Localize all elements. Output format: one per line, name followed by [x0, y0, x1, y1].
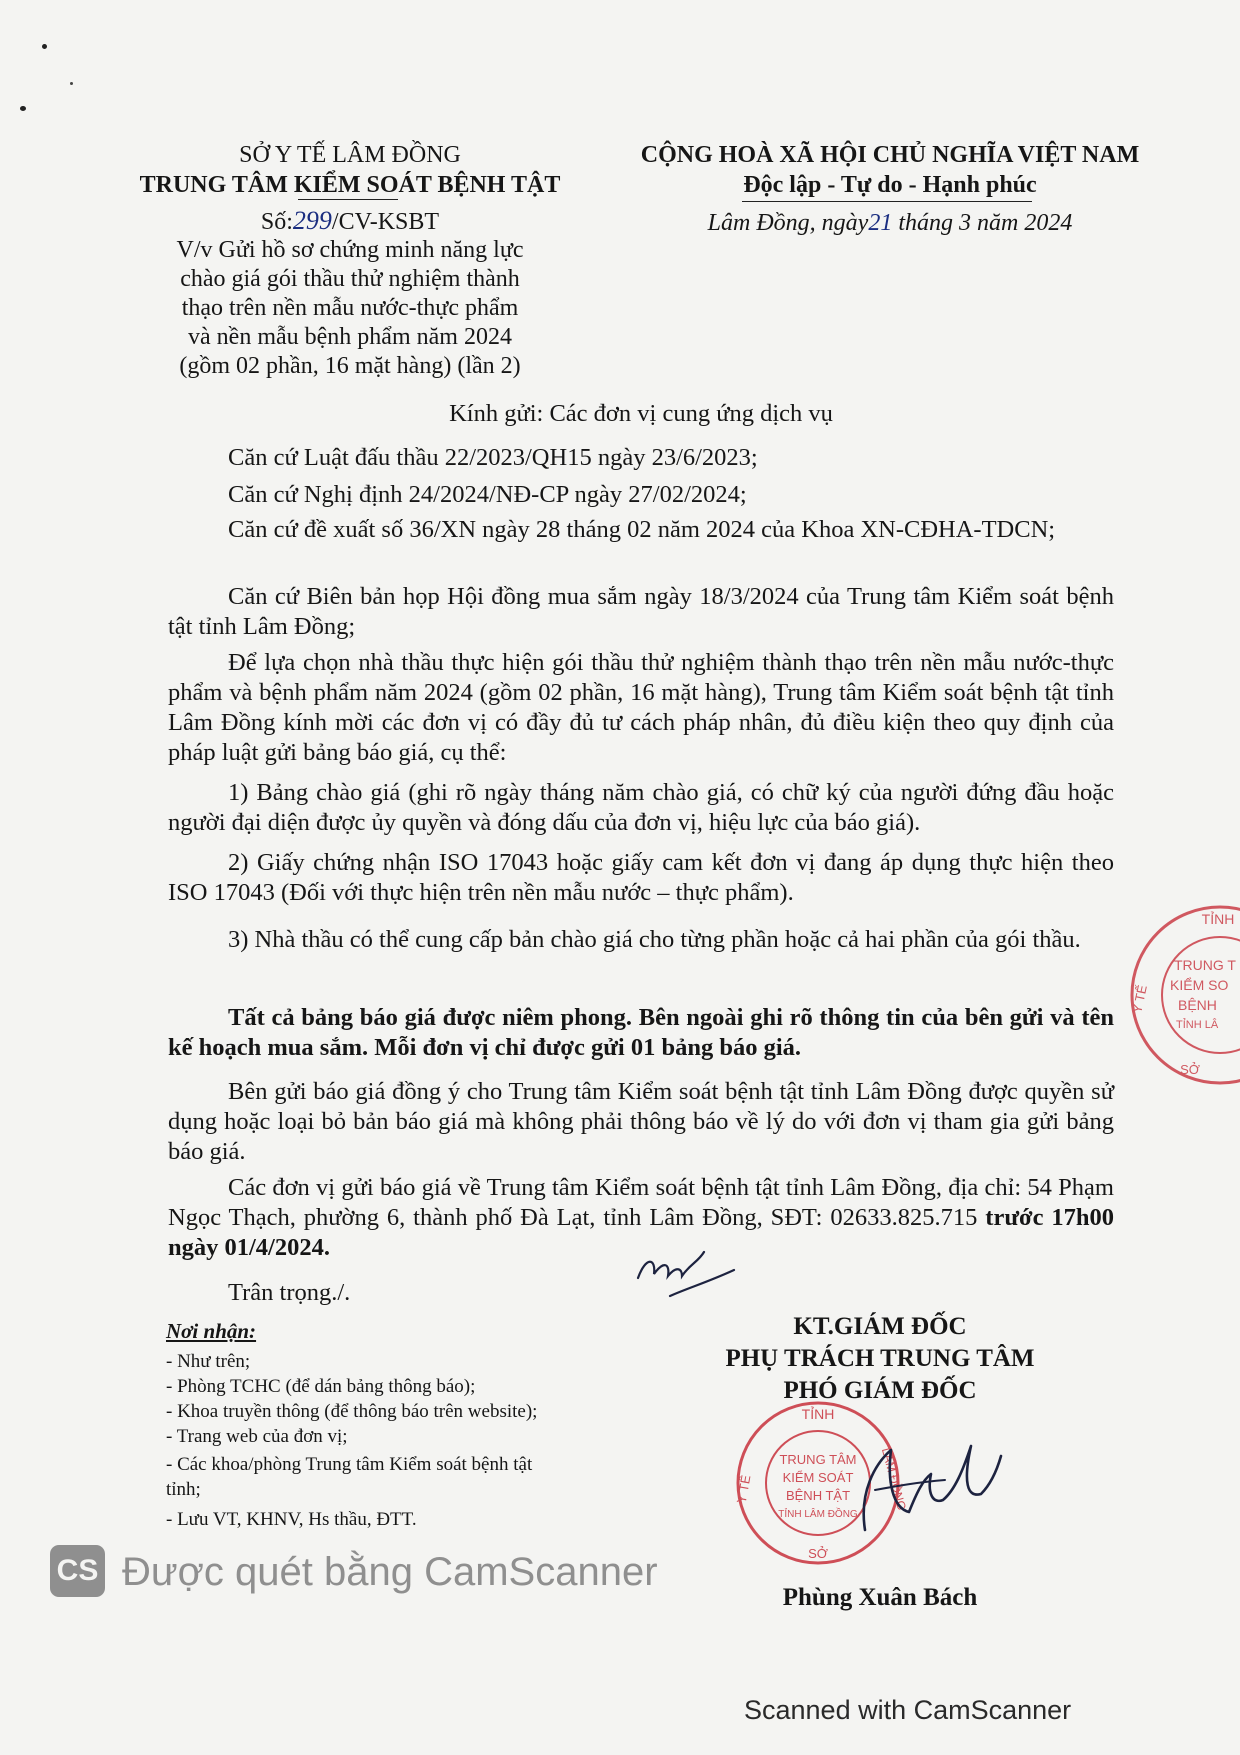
- recipient-item: tỉnh;: [166, 1479, 201, 1500]
- deadline-text: trước 17h00 ngày 01/4/2024.: [168, 1204, 1114, 1261]
- stamp-arc-top: TỈNH: [801, 1406, 835, 1422]
- salutation: Kính gửi: Các đơn vị cung ứng dịch vụ: [449, 400, 833, 427]
- subject-line: chào giá gói thầu thử nghiệm thành: [180, 266, 520, 292]
- stamp-center-line: KIỂM SOÁT: [782, 1470, 854, 1485]
- scan-speck: [42, 44, 47, 49]
- camscanner-footer: Scanned with CamScanner: [744, 1695, 1072, 1725]
- initial-mark-icon: [630, 1238, 740, 1302]
- legal-basis-2: Căn cứ Nghị định 24/2024/NĐ-CP ngày 27/02/2024;: [228, 481, 747, 508]
- recipient-item: - Khoa truyền thông (để thông báo trên website);: [166, 1401, 538, 1422]
- rights-paragraph: Bên gửi báo giá đồng ý cho Trung tâm Kiểm soát bệnh tật tỉnh Lâm Đồng được quyền sử dụng hoặc loại bỏ bản báo giá mà không phải thông báo về lý do với đơn vị tham gia gửi bảng báo giá.: [168, 1078, 1114, 1165]
- recipient-item: - Trang web của đơn vị;: [166, 1426, 348, 1447]
- requirement-3: 3) Nhà thầu có thể cung cấp bản chào giá cho từng phần hoặc cả hai phần của gói thầu.: [228, 926, 1081, 953]
- stamp-center-line: TỈNH LÂM ĐỒNG: [778, 1509, 858, 1520]
- stamp-center-line: TRUNG TÂM: [779, 1452, 857, 1467]
- stamp-arc-left: Y TẾ: [733, 1473, 754, 1505]
- closing: Trân trọng./.: [228, 1279, 351, 1306]
- signature-title-2: PHỤ TRÁCH TRUNG TÂM: [725, 1345, 1035, 1372]
- edge-stamp-icon: [1120, 900, 1240, 1090]
- recipient-item: - Phòng TCHC (để dán bảng thông báo);: [166, 1376, 476, 1397]
- edge-stamp-arc-left: Y TẾ: [1129, 983, 1150, 1015]
- subject-line: (gồm 02 phần, 16 mặt hàng) (lần 2): [179, 353, 521, 379]
- camscanner-watermark-text: Được quét bằng CamScanner: [122, 1550, 658, 1594]
- recipient-item: - Như trên;: [166, 1351, 251, 1372]
- legal-basis-4: Căn cứ Biên bản họp Hội đồng mua sắm ngày 18/3/2024 của Trung tâm Kiểm soát bệnh tật tỉnh Lâm Đồng;: [168, 583, 1114, 640]
- recipient-item: - Lưu VT, KHNV, Hs thầu, ĐTT.: [166, 1509, 417, 1530]
- handwritten-signature-icon: [835, 1420, 1005, 1550]
- stamp-center-line: BỆNH TẬT: [785, 1488, 851, 1503]
- center-name: TRUNG TÂM KIỂM SOÁT BỆNH TẬT: [139, 172, 561, 198]
- edge-stamp-line: KIỂM SO: [1170, 977, 1229, 993]
- subject-block: [120, 236, 580, 381]
- edge-stamp-arc-top: TỈNH: [1201, 911, 1235, 927]
- date-day: 21: [868, 210, 893, 236]
- invitation-paragraph: Để lựa chọn nhà thầu thực hiện gói thầu thử nghiệm thành thạo trên nền mẫu nước-thực phẩm và bệnh phẩm năm 2024 (gồm 02 phần, 16 mặt hàng), Trung tâm Kiểm soát bệnh tật tỉnh Lâm Đồng kính mời các đơn vị có đầy đủ tư cách pháp nhân, đủ điều kiện theo quy định của pháp luật gửi bảng báo giá, cụ thể:: [168, 649, 1114, 766]
- requirement-1: 1) Bảng chào giá (ghi rõ ngày tháng năm chào giá, có chữ ký của người đứng đầu hoặc người đại diện được ủy quyền và đóng dấu của đơn vị, hiệu lực của báo giá).: [168, 779, 1114, 836]
- edge-stamp-line: TRUNG T: [1174, 957, 1236, 973]
- scan-speck: [70, 82, 73, 85]
- date-prefix: Lâm Đồng, ngày: [707, 210, 869, 236]
- national-motto: Độc lập - Tự do - Hạnh phúc: [743, 172, 1037, 198]
- header-left-rule: [298, 199, 398, 200]
- subject-line: thạo trên nền mẫu nước-thực phẩm: [181, 295, 519, 321]
- date-suffix: tháng 3 năm 2024: [892, 210, 1073, 236]
- edge-stamp-arc-bottom: SỞ: [1180, 1062, 1200, 1077]
- document-date: [610, 208, 1170, 238]
- address-text: Các đơn vị gửi báo giá về Trung tâm Kiểm soát bệnh tật tỉnh Lâm Đồng, địa chỉ: 54 Phạm Ngọc Thạch, phường 6, thành phố Đà Lạt, tỉnh Lâm Đồng, SĐT: 02633.825.715: [168, 1174, 1114, 1231]
- scan-speck: [20, 106, 26, 111]
- agency-name: SỞ Y TẾ LÂM ĐỒNG: [239, 142, 461, 168]
- recipients-title: Nơi nhận:: [166, 1319, 257, 1343]
- camscanner-logo-icon: CS: [50, 1545, 105, 1597]
- number-suffix: /CV-KSBT: [331, 209, 440, 235]
- stamp-arc-bottom: SỞ: [808, 1546, 828, 1561]
- edge-stamp-line: BỆNH: [1178, 997, 1217, 1013]
- requirement-2: 2) Giấy chứng nhận ISO 17043 hoặc giấy cam kết đơn vị đang áp dụng thực hiện theo ISO 17043 (Đối với thực hiện trên nền mẫu nước – thực phẩm).: [168, 849, 1114, 906]
- number-handwritten: 299: [292, 206, 332, 235]
- signature-title-1: KT.GIÁM ĐỐC: [793, 1313, 967, 1340]
- nation-title: CỘNG HOÀ XÃ HỘI CHỦ NGHĨA VIỆT NAM: [640, 142, 1140, 168]
- recipient-item: - Các khoa/phòng Trung tâm Kiểm soát bệnh tật: [166, 1454, 533, 1475]
- header-right-rule: [742, 201, 1032, 202]
- document-number: [120, 206, 580, 237]
- legal-basis-1: Căn cứ Luật đấu thầu 22/2023/QH15 ngày 23/6/2023;: [228, 444, 758, 471]
- number-prefix: Số:: [260, 209, 293, 235]
- legal-basis-3: Căn cứ đề xuất số 36/XN ngày 28 tháng 02 năm 2024 của Khoa XN-CĐHA-TDCN;: [228, 516, 1056, 543]
- subject-line: V/v Gửi hồ sơ chứng minh năng lực: [176, 237, 524, 263]
- stamp-arc-right: LÂM ĐỒNG: [878, 1446, 909, 1512]
- signer-name: Phùng Xuân Bách: [782, 1584, 978, 1611]
- signature-title-3: PHÓ GIÁM ĐỐC: [783, 1377, 977, 1404]
- edge-stamp-line: TỈNH LÂ: [1176, 1019, 1219, 1031]
- subject-line: và nền mẫu bệnh phẩm năm 2024: [188, 324, 512, 350]
- sealed-quote-notice: Tất cả bảng báo giá được niêm phong. Bên ngoài ghi rõ thông tin của bên gửi và tên kế hoạch mua sắm. Mỗi đơn vị chỉ được gửi 01 bảng báo giá.: [168, 1004, 1114, 1061]
